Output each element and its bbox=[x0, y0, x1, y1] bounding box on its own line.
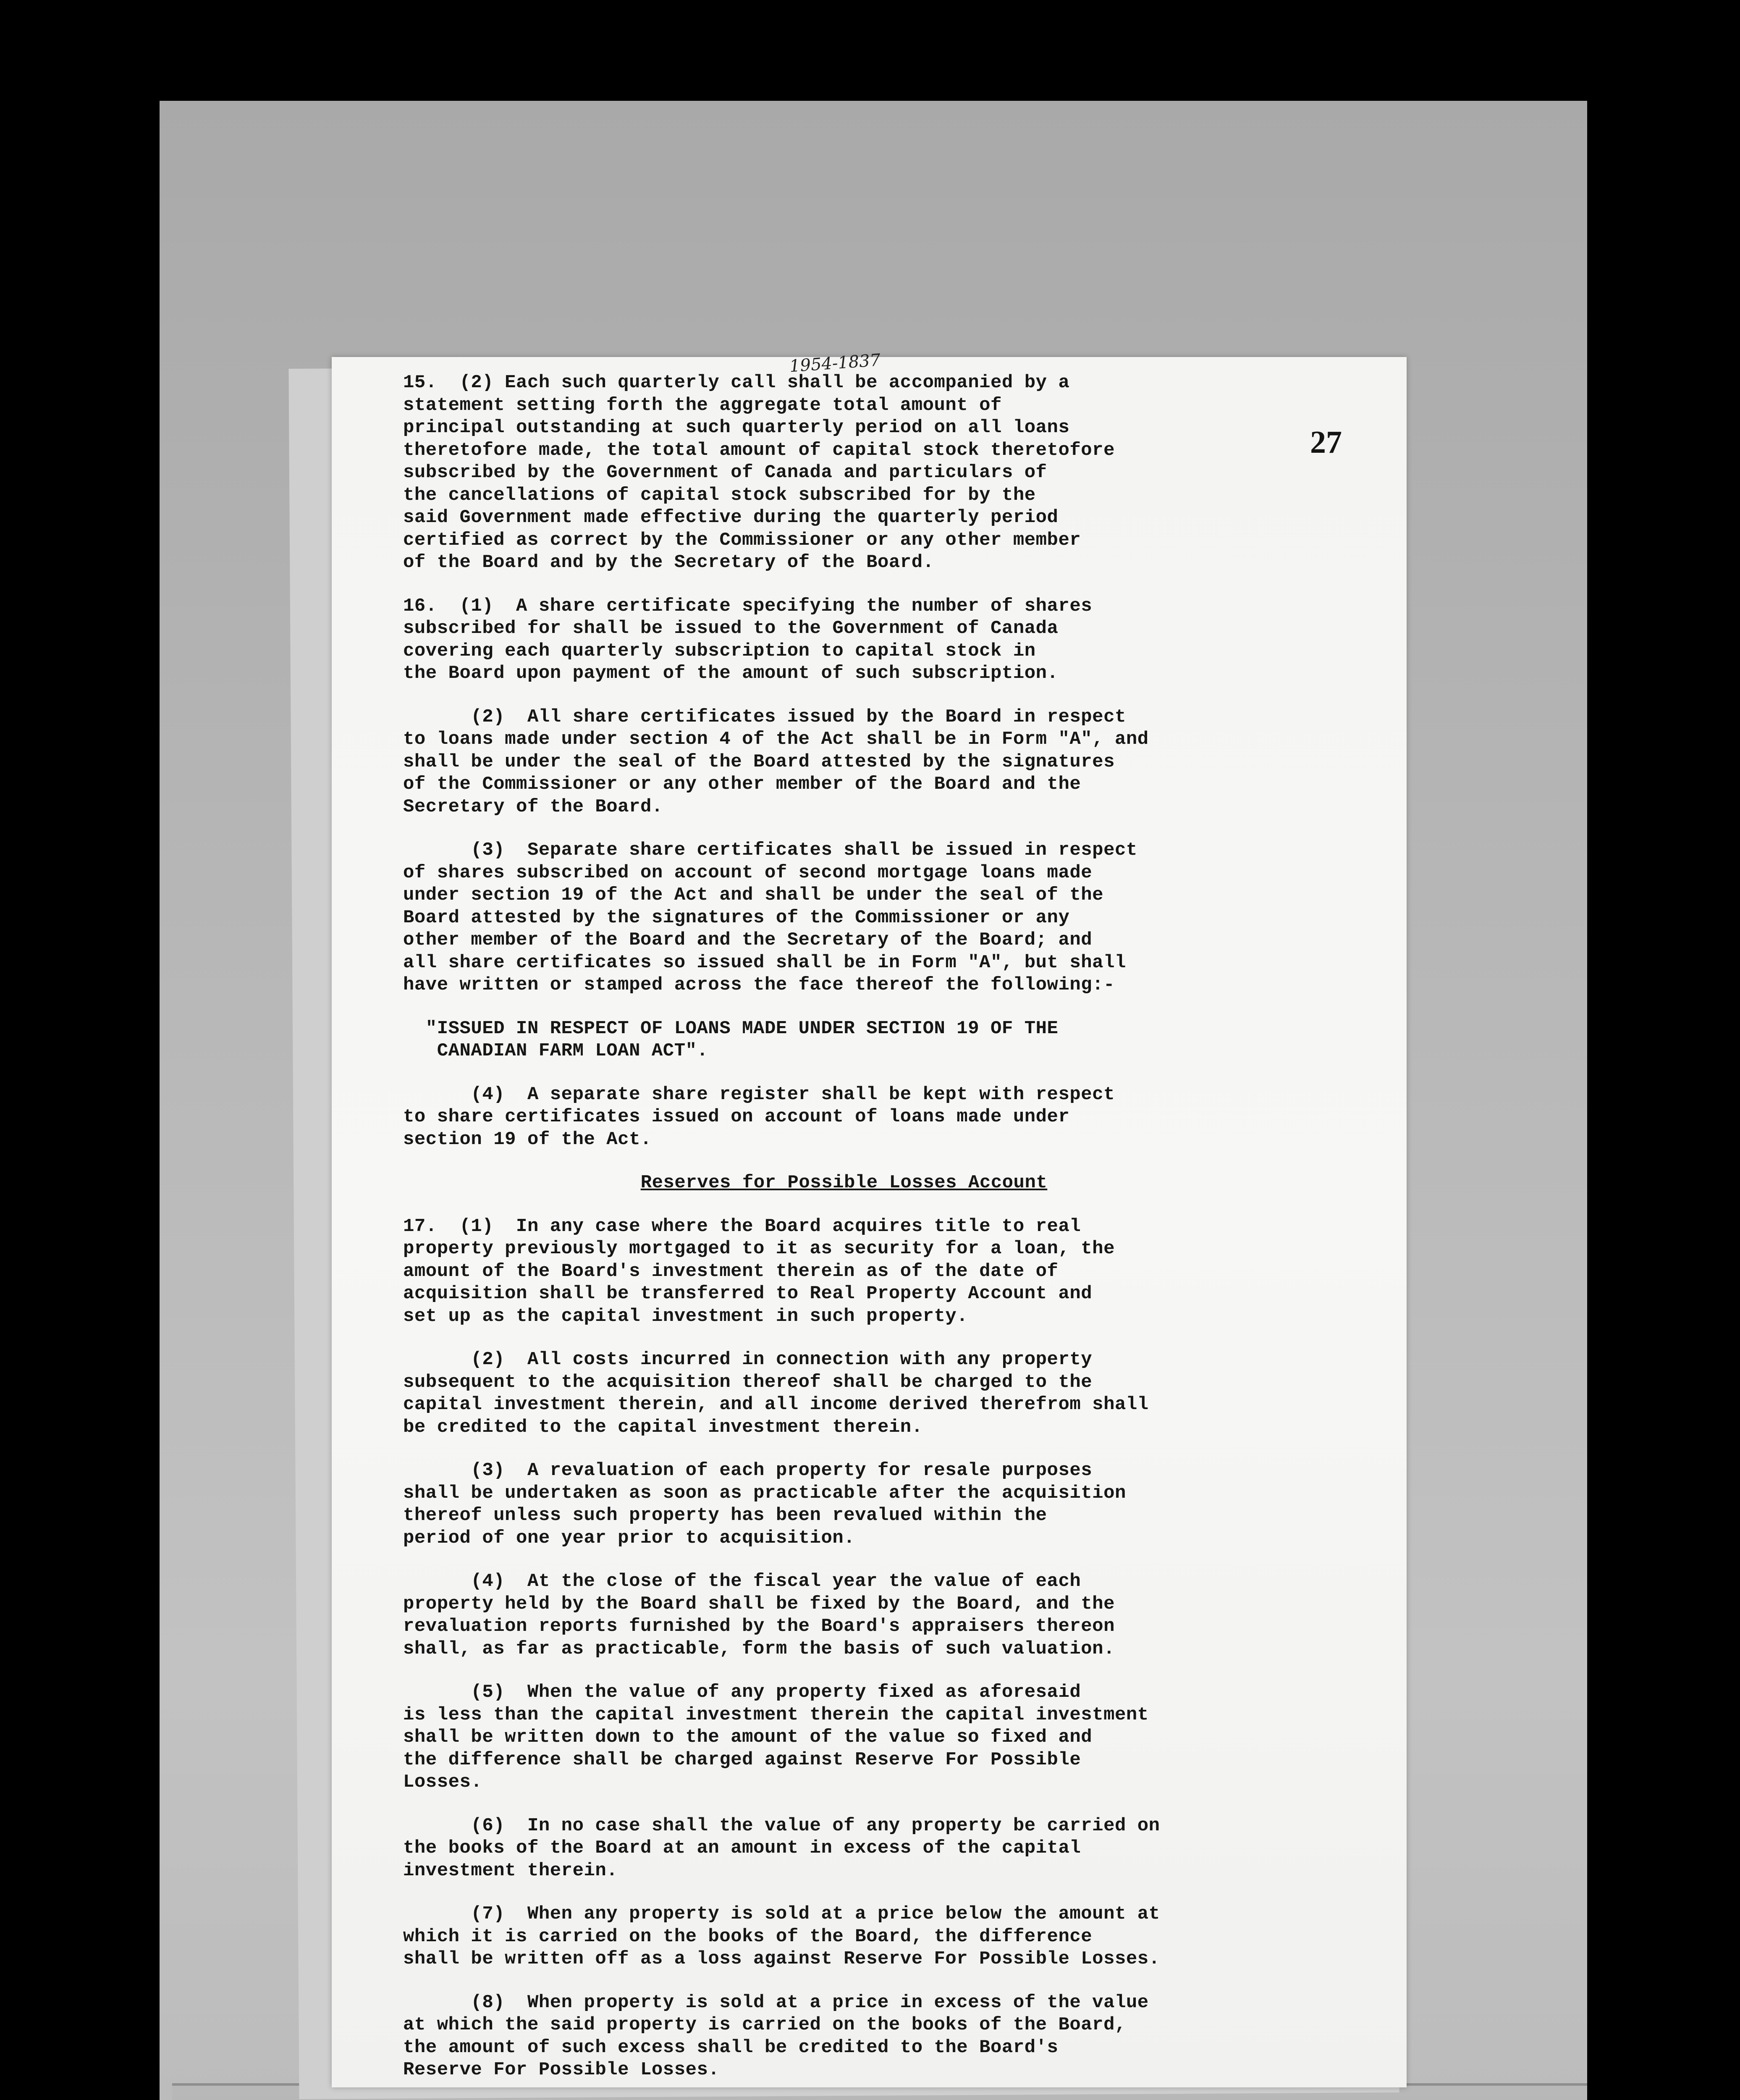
text-line: Losses. bbox=[403, 1772, 482, 1793]
text-line: property previously mortgaged to it as security for a loan, the bbox=[403, 1238, 1115, 1259]
text-line: 15. (2) Each such quarterly call shall be accompanied by a bbox=[403, 372, 1070, 393]
text-line: of the Board and by the Secretary of the Board. bbox=[403, 552, 934, 573]
text-line: theretofore made, the total amount of capital stock theretofore bbox=[403, 439, 1115, 461]
paragraph-gap bbox=[403, 1438, 1327, 1460]
handwritten-annotation: 1954-1837 bbox=[789, 350, 881, 376]
text-line: Secretary of the Board. bbox=[403, 796, 663, 817]
paragraph-gap bbox=[403, 1328, 1327, 1349]
text-line: investment therein. bbox=[403, 1860, 618, 1881]
text-line: property held by the Board shall be fixed by the Board, and the bbox=[403, 1593, 1115, 1614]
text-line: principal outstanding at such quarterly period on all loans bbox=[403, 417, 1070, 438]
text-line: amount of the Board's investment therein as of the date of bbox=[403, 1260, 1059, 1282]
text-line: CANADIAN FARM LOAN ACT". bbox=[403, 1040, 708, 1061]
text-line: (4) A separate share register shall be kept with respect bbox=[403, 1084, 1115, 1105]
text-line: period of one year prior to acquisition. bbox=[403, 1527, 855, 1549]
text-line: certified as correct by the Commissioner or any other member bbox=[403, 529, 1081, 551]
text-line: thereof unless such property has been revalued within the bbox=[403, 1505, 1047, 1526]
paragraph-gap bbox=[403, 1971, 1327, 1992]
text-line: subscribed by the Government of Canada and particulars of bbox=[403, 462, 1047, 483]
text-line: the difference shall be charged against Reserve For Possible bbox=[403, 1749, 1081, 1770]
text-line: capital investment therein, and all income derived therefrom shall bbox=[403, 1394, 1149, 1415]
paragraph-gap bbox=[403, 1882, 1327, 1903]
paragraph-gap bbox=[403, 574, 1327, 595]
text-line: the Board upon payment of the amount of such subscription. bbox=[403, 663, 1059, 684]
text-line: shall, as far as practicable, form the basis of such valuation. bbox=[403, 1638, 1115, 1659]
text-line: (6) In no case shall the value of any property be carried on bbox=[403, 1815, 1160, 1836]
paragraph-gap bbox=[403, 1660, 1327, 1681]
text-line: be credited to the capital investment therein. bbox=[403, 1416, 923, 1438]
text-line: Board attested by the signatures of the Commissioner or any bbox=[403, 907, 1070, 928]
text-line: shall be written down to the amount of the value so fixed and bbox=[403, 1727, 1093, 1748]
paragraph-gap bbox=[403, 1794, 1327, 1815]
text-line: under section 19 of the Act and shall be under the seal of the bbox=[403, 885, 1104, 906]
document-body bbox=[403, 372, 1327, 2082]
page-number: 27 bbox=[1310, 425, 1342, 460]
text-line: of shares subscribed on account of second mortgage loans made bbox=[403, 862, 1093, 883]
paragraph-gap bbox=[403, 1194, 1327, 1215]
text-line: which it is carried on the books of the Board, the difference bbox=[403, 1926, 1093, 1947]
text-line: section 19 of the Act. bbox=[403, 1129, 652, 1150]
paragraph-gap bbox=[403, 818, 1327, 839]
text-line: is less than the capital investment therein the capital investment bbox=[403, 1704, 1149, 1725]
text-line: have written or stamped across the face thereof the following:- bbox=[403, 974, 1115, 995]
text-line: "ISSUED IN RESPECT OF LOANS MADE UNDER SECTION 19 OF THE bbox=[403, 1018, 1059, 1039]
text-line: (8) When property is sold at a price in excess of the value bbox=[403, 1992, 1149, 2013]
text-line: (5) When the value of any property fixed as aforesaid bbox=[403, 1682, 1081, 1703]
paragraph-gap bbox=[403, 1151, 1327, 1172]
text-line: acquisition shall be transferred to Real Property Account and bbox=[403, 1283, 1093, 1304]
text-line: covering each quarterly subscription to capital stock in bbox=[403, 640, 1036, 662]
paragraph-gap bbox=[403, 1063, 1327, 1084]
text-line: other member of the Board and the Secretary of the Board; and bbox=[403, 929, 1093, 950]
text-line: (2) All share certificates issued by the Board in respect bbox=[403, 706, 1126, 727]
text-line: shall be written off as a loss against Reserve For Possible Losses. bbox=[403, 1948, 1160, 1969]
text-line: of the Commissioner or any other member of the Board and the bbox=[403, 774, 1081, 795]
text-line: 17. (1) In any case where the Board acquires title to real bbox=[403, 1215, 1081, 1237]
text-line: statement setting forth the aggregate total amount of bbox=[403, 394, 1002, 416]
text-line: to loans made under section 4 of the Act shall be in Form "A", and bbox=[403, 729, 1149, 750]
text-line: the amount of such excess shall be credited to the Board's bbox=[403, 2037, 1059, 2058]
text-line: (3) Separate share certificates shall be issued in respect bbox=[403, 840, 1137, 861]
text-line: 16. (1) A share certificate specifying the number of shares bbox=[403, 595, 1093, 617]
paragraph-gap bbox=[403, 997, 1327, 1018]
text-line: to share certificates issued on account of loans made under bbox=[403, 1106, 1070, 1127]
text-line: said Government made effective during the quarterly period bbox=[403, 507, 1059, 528]
text-line: shall be under the seal of the Board attested by the signatures bbox=[403, 751, 1115, 772]
paragraph-gap bbox=[403, 1549, 1327, 1570]
text-line: (3) A revaluation of each property for resale purposes bbox=[403, 1460, 1093, 1481]
text-line: the cancellations of capital stock subscribed for by the bbox=[403, 484, 1036, 506]
text-line: (4) At the close of the fiscal year the value of each bbox=[403, 1571, 1081, 1592]
text-line: subscribed for shall be issued to the Government of Canada bbox=[403, 618, 1059, 639]
text-line: (7) When any property is sold at a price below the amount at bbox=[403, 1903, 1160, 1924]
paragraph-gap bbox=[403, 685, 1327, 706]
text-line: Reserve For Possible Losses. bbox=[403, 2059, 720, 2080]
text-line: shall be undertaken as soon as practicable after the acquisition bbox=[403, 1482, 1126, 1504]
text-line: (2) All costs incurred in connection with any property bbox=[403, 1349, 1093, 1370]
text-line: set up as the capital investment in such property. bbox=[403, 1305, 968, 1327]
section-heading: Reserves for Possible Losses Account bbox=[640, 1172, 1048, 1193]
text-line: the books of the Board at an amount in excess of the capital bbox=[403, 1838, 1081, 1858]
text-line: all share certificates so issued shall be in Form "A", but shall bbox=[403, 952, 1126, 973]
text-line: at which the said property is carried on the books of the Board, bbox=[403, 2014, 1126, 2035]
text-line: revaluation reports furnished by the Board's appraisers thereon bbox=[403, 1616, 1115, 1637]
text-line: subsequent to the acquisition thereof shall be charged to the bbox=[403, 1371, 1093, 1393]
